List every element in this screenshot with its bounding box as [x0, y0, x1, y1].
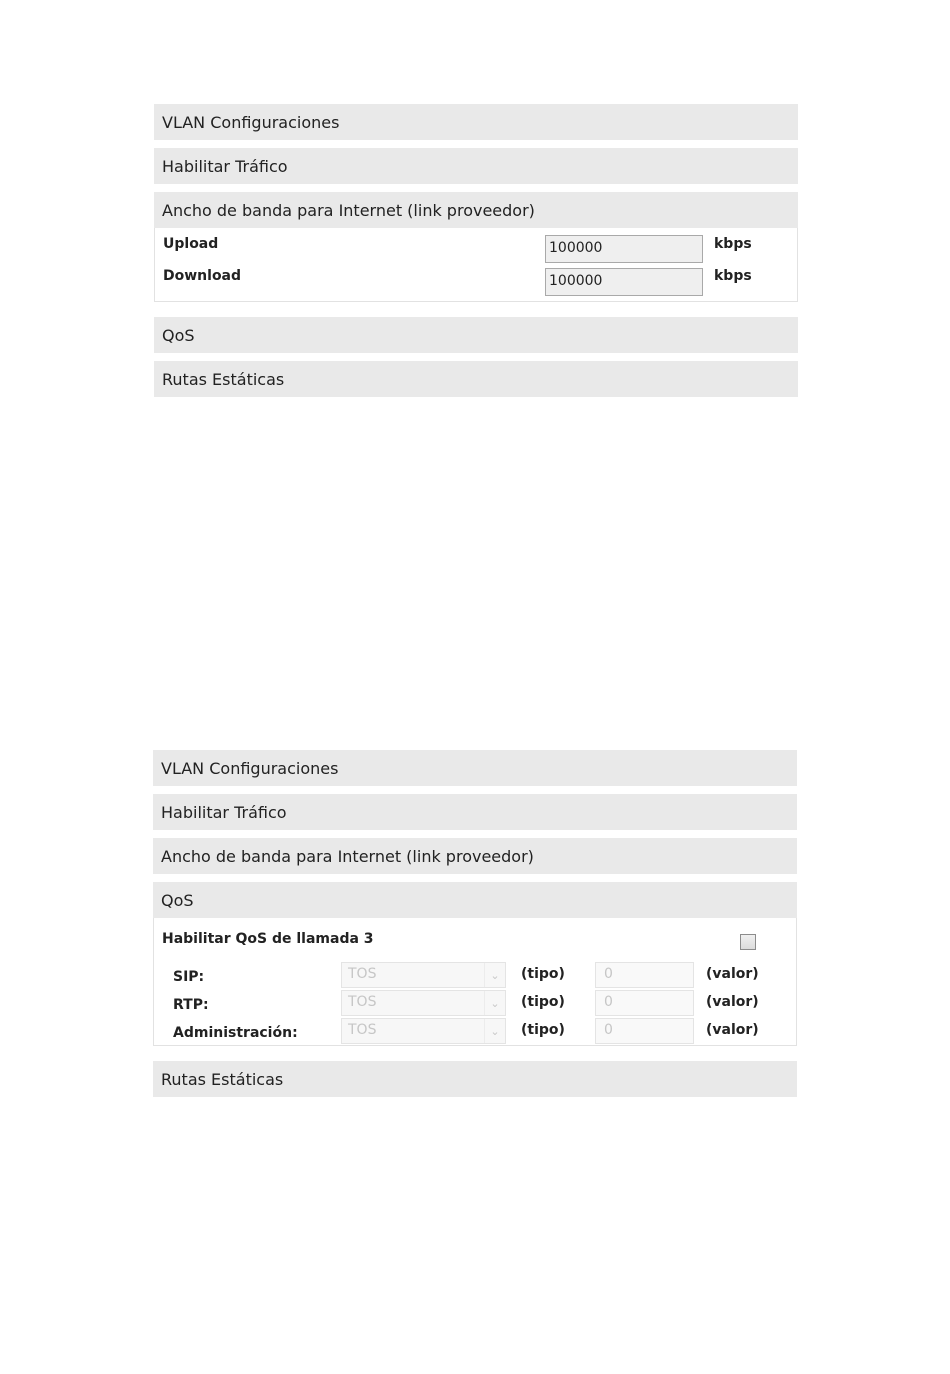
download-input[interactable]: 100000	[545, 268, 703, 296]
section-header-qos[interactable]: QoS	[154, 317, 798, 353]
upload-unit: kbps	[714, 236, 752, 252]
qos-sip-type-select[interactable]	[341, 962, 506, 988]
qos-admin-type-suffix: (tipo)	[521, 1022, 565, 1038]
qos-enable-label: Habilitar QoS de llamada 3	[162, 931, 374, 947]
qos-rtp-value-input[interactable]: 0	[595, 990, 694, 1016]
qos-admin-type-value: TOS	[348, 1022, 377, 1038]
section-header-ancho-de-banda[interactable]: Ancho de banda para Internet (link proveedor)	[153, 838, 797, 874]
qos-section-body	[153, 918, 797, 1046]
qos-row-label-administracion: Administración:	[173, 1025, 298, 1041]
qos-admin-type-select[interactable]	[341, 1018, 506, 1044]
settings-panel-bandwidth	[154, 104, 798, 405]
section-header-vlan[interactable]: VLAN Configuraciones	[154, 104, 798, 140]
section-header-ancho-de-banda[interactable]: Ancho de banda para Internet (link proveedor)	[154, 192, 798, 228]
section-header-rutas-estaticas[interactable]: Rutas Estáticas	[154, 361, 798, 397]
qos-row-label-rtp: RTP:	[173, 997, 209, 1013]
section-header-habilitar-trafico[interactable]: Habilitar Tráfico	[154, 148, 798, 184]
section-header-rutas-estaticas[interactable]: Rutas Estáticas	[153, 1061, 797, 1097]
qos-sip-value-input[interactable]: 0	[595, 962, 694, 988]
qos-admin-value-input[interactable]: 0	[595, 1018, 694, 1044]
qos-row-label-sip: SIP:	[173, 969, 205, 985]
qos-rtp-value-suffix: (valor)	[706, 994, 759, 1010]
qos-rtp-type-suffix: (tipo)	[521, 994, 565, 1010]
download-label: Download	[163, 268, 242, 284]
qos-sip-type-suffix: (tipo)	[521, 966, 565, 982]
chevron-down-icon: ⌄	[484, 963, 505, 987]
qos-admin-value-suffix: (valor)	[706, 1022, 759, 1038]
chevron-down-icon: ⌄	[484, 1019, 505, 1043]
qos-sip-type-value: TOS	[348, 966, 377, 982]
section-header-qos[interactable]: QoS	[153, 882, 797, 918]
settings-panel-qos	[153, 750, 797, 1105]
section-header-habilitar-trafico[interactable]: Habilitar Tráfico	[153, 794, 797, 830]
qos-enable-checkbox[interactable]	[740, 934, 756, 950]
upload-input[interactable]: 100000	[545, 235, 703, 263]
qos-sip-value-suffix: (valor)	[706, 966, 759, 982]
chevron-down-icon: ⌄	[484, 991, 505, 1015]
bandwidth-section-body	[154, 228, 798, 302]
download-unit: kbps	[714, 268, 752, 284]
qos-rtp-type-value: TOS	[348, 994, 377, 1010]
qos-rtp-type-select[interactable]	[341, 990, 506, 1016]
upload-label: Upload	[163, 236, 219, 252]
section-header-vlan[interactable]: VLAN Configuraciones	[153, 750, 797, 786]
